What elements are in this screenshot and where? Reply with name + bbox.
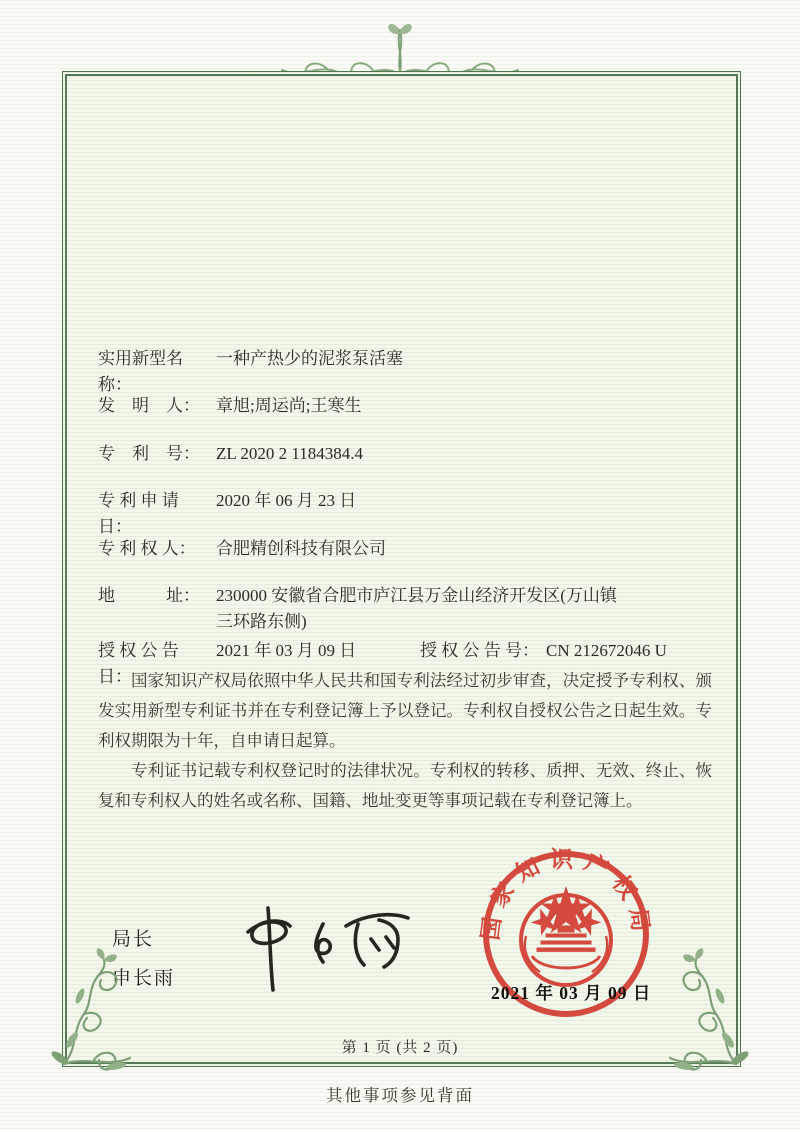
field-row-name [98, 346, 710, 399]
field-row-patent-number [98, 441, 710, 467]
footer-note: 其他事项参见背面 [326, 1086, 474, 1105]
field-value: 章旭;周运尚;王寒生 [216, 396, 362, 415]
field-label: 授 权 公 告 号： [420, 641, 539, 660]
field-label: 专 利 号： [98, 444, 200, 463]
field-row-inventors [98, 393, 710, 419]
field-row-patentee [98, 536, 710, 562]
seal-ring-text: 国家知识产权局 [478, 847, 654, 942]
field-label: 专 利 申 请 日： [98, 491, 179, 537]
field-label: 授 权 公 告 日： [98, 641, 179, 687]
page-indicator: 第 1 页 (共 2 页) [341, 1040, 459, 1056]
field-label: 地 址： [98, 586, 200, 605]
legal-paragraph-1: 国家知识产权局依照中华人民共和国专利法经过初步审查，决定授予专利权、颁发实用新型专利证书并在专利登记簿上予以登记。专利权自授权公告之日起生效。专利权期限为十年，自申请日起算。 [98, 671, 712, 751]
legal-text [98, 666, 712, 816]
field-value: ZL 2020 2 1184384.4 [216, 444, 364, 463]
field-value: 一种产热少的泥浆泵活塞 [216, 349, 403, 368]
field-label: 实用新型名称： [98, 349, 183, 395]
field-value: CN 212672046 U [546, 641, 667, 660]
field-label: 专 利 权 人： [98, 539, 196, 558]
director-name: 申长雨 [112, 968, 176, 989]
field-label: 发 明 人： [98, 396, 200, 415]
field-value: 230000 安徽省合肥市庐江县万金山经济开发区(万山镇三环路东侧) [216, 586, 617, 632]
director-title: 局长 [112, 929, 155, 950]
field-value: 2021 年 03 月 09 日 [216, 641, 357, 660]
seal-date: 2021 年 03 月 09 日 [491, 983, 652, 1003]
director-signature-icon [230, 902, 420, 994]
legal-paragraph-2: 专利证书记载专利权登记时的法律状况。专利权的转移、质押、无效、终止、恢复和专利权人的姓名或名称、国籍、地址变更等事项记载在专利登记簿上。 [98, 761, 712, 811]
field-row-filing-date [98, 488, 710, 541]
field-row-address [98, 583, 710, 636]
corner-ornament-bottom-right-icon [652, 946, 776, 1078]
field-value: 合肥精创科技有限公司 [216, 539, 386, 558]
corner-ornament-bottom-left-icon [24, 946, 148, 1078]
field-pair-grant-number [420, 638, 667, 664]
field-value: 2020 年 06 月 23 日 [216, 491, 357, 510]
